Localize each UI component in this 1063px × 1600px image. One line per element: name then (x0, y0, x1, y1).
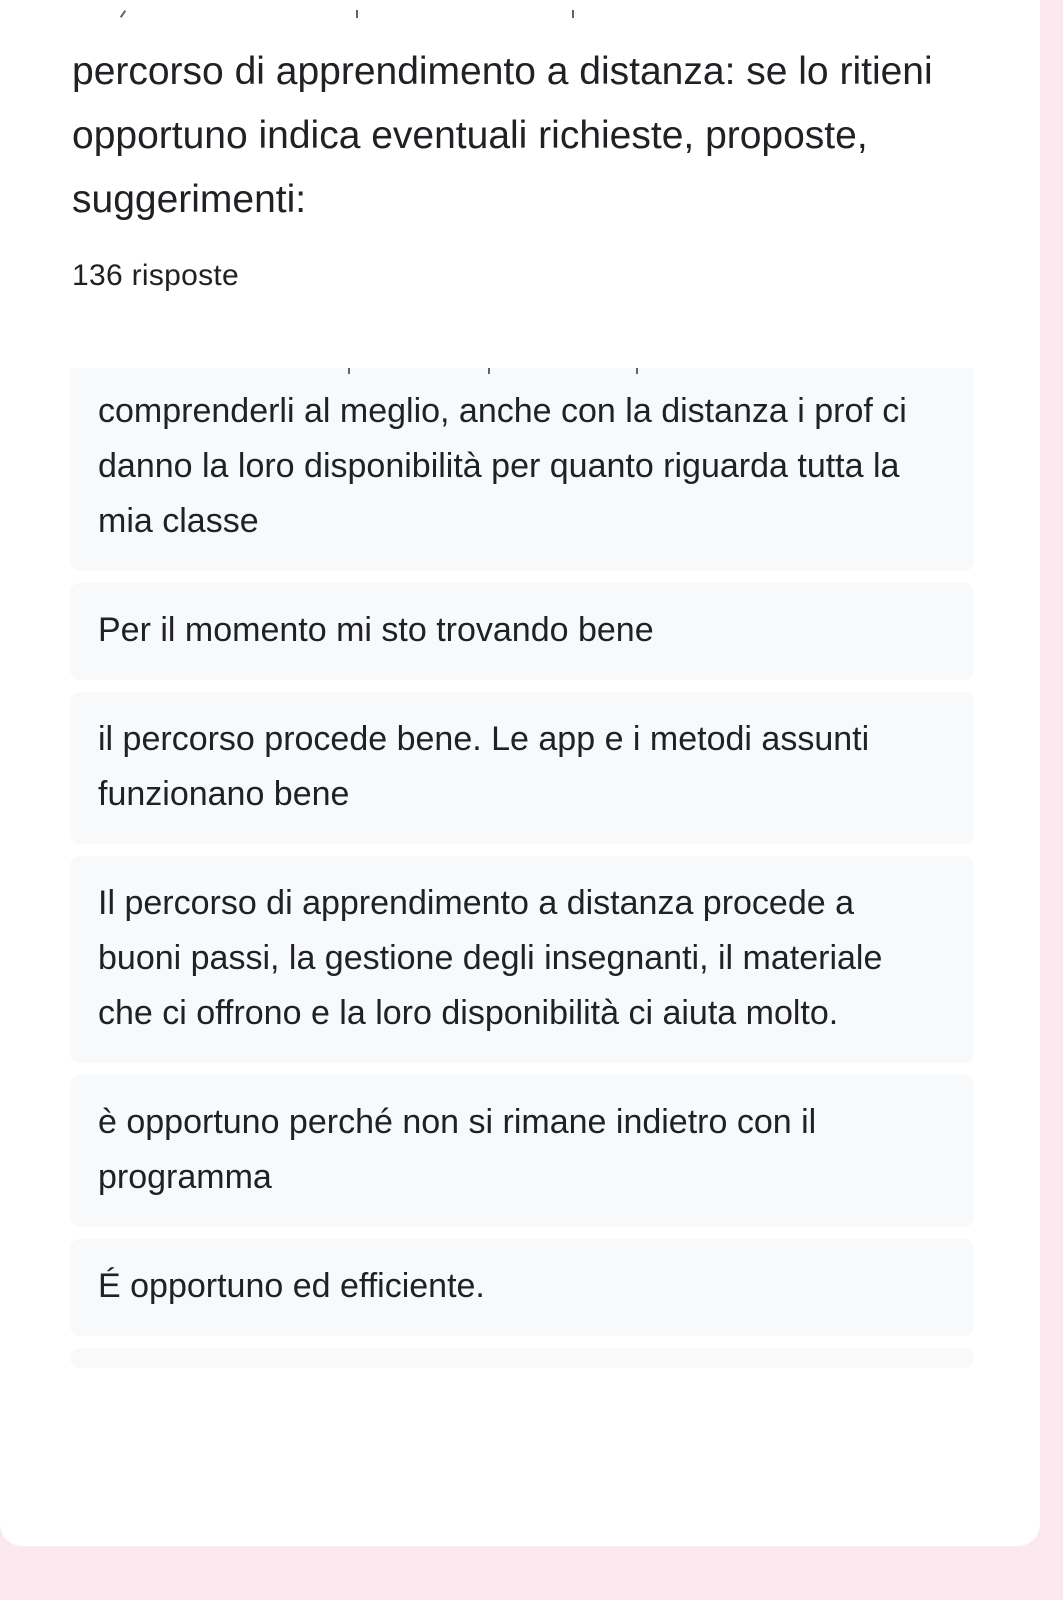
response-item (70, 856, 974, 1063)
question-title: percorso di apprendimento a distanza: se lo ritieni opportuno indica eventuali richieste, proposte, suggerimenti: (72, 50, 933, 221)
clipped-glyph (488, 368, 490, 374)
response-text: comprenderli al meglio, anche con la distanza i prof ci danno la loro disponibilità per quanto riguarda tutta la mia classe (98, 392, 907, 540)
clipped-glyph (572, 10, 574, 18)
clipped-previous-text (0, 0, 1040, 22)
responses-list[interactable] (70, 368, 974, 1476)
clipped-glyph (348, 368, 350, 374)
response-item (70, 692, 974, 844)
response-item (70, 1239, 974, 1336)
response-item (70, 368, 974, 571)
response-text: il percorso procede bene. Le app e i metodi assunti funzionano bene (98, 720, 870, 813)
response-text: Per il momento mi sto trovando bene (98, 611, 654, 649)
clipped-glyph (356, 10, 358, 18)
clipped-glyph (636, 368, 638, 374)
response-item-partial (70, 1348, 974, 1368)
response-text: É opportuno ed efficiente. (98, 1267, 485, 1305)
response-text: Il percorso di apprendimento a distanza procede a buoni passi, la gestione degli insegnanti, il materiale che ci offrono e la loro disponibilità ci aiuta molto. (98, 884, 883, 1032)
clipped-glyph (120, 10, 126, 18)
response-item (70, 1075, 974, 1227)
response-count: 136 risposte (72, 259, 240, 292)
response-item (70, 583, 974, 680)
response-text: è opportuno perché non si rimane indietro con il programma (98, 1103, 817, 1196)
